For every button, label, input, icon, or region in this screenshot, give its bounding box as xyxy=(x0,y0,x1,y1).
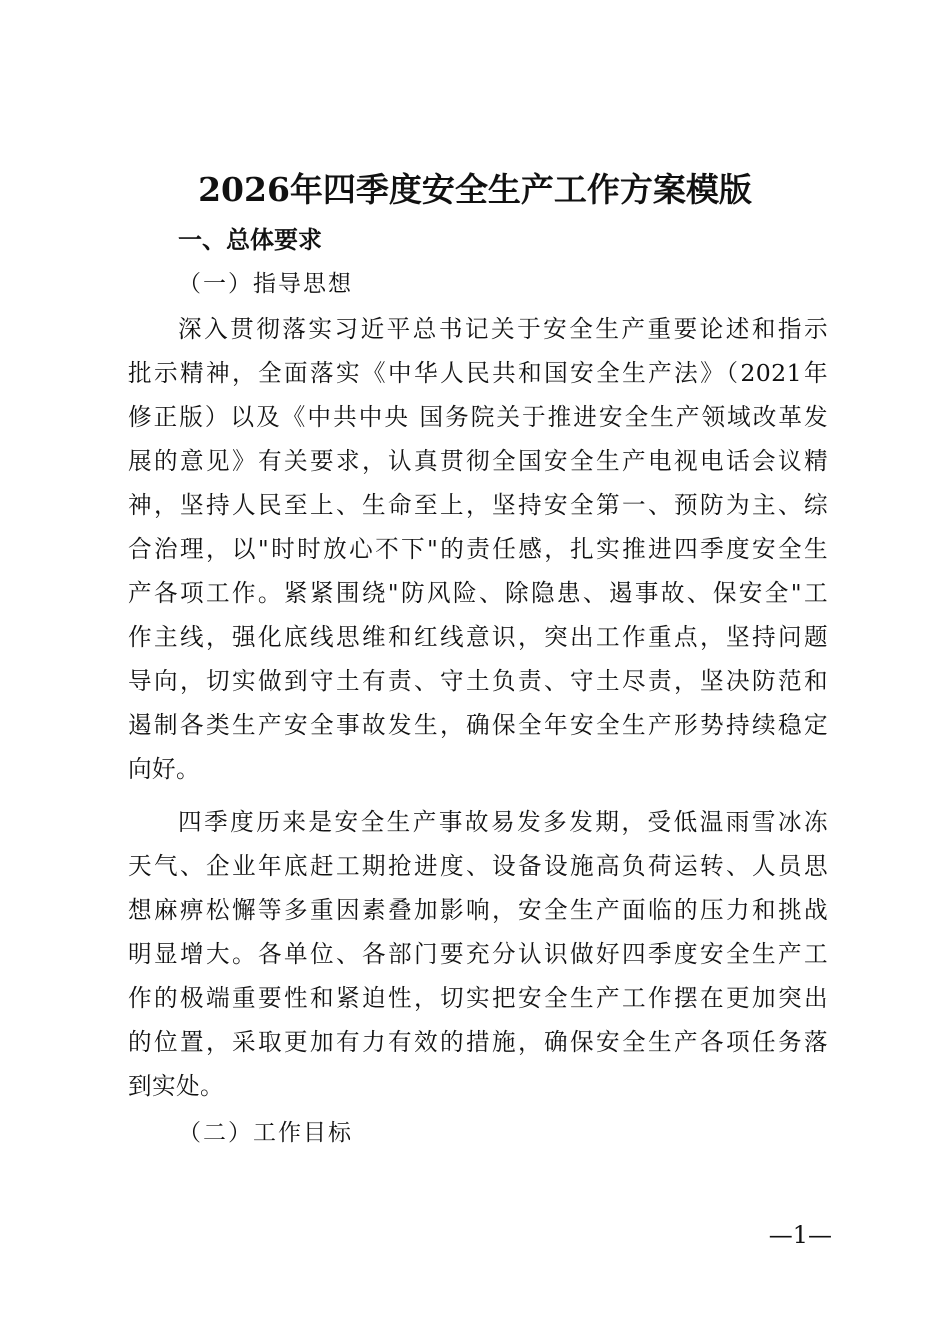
text-line: 天气、企业年底赶工期抢进度、设备设施高负荷运转、人员思 xyxy=(128,852,828,880)
subsection-heading-work-goals: （二）工作目标 xyxy=(178,1120,353,1146)
text-line: 批示精神，全面落实《中华人民共和国安全生产法》（2021年 xyxy=(128,359,828,387)
text-line: 明显增大。各单位、各部门要充分认识做好四季度安全生产工 xyxy=(128,940,828,968)
document-title: 2026年四季度安全生产工作方案模版 xyxy=(198,170,752,209)
text-line: 修正版）以及《中共中央 国务院关于推进安全生产领域改革发 xyxy=(128,403,828,431)
text-line: 展的意见》有关要求，认真贯彻全国安全生产电视电话会议精 xyxy=(128,447,828,475)
text-line: 想麻痹松懈等多重因素叠加影响，安全生产面临的压力和挑战 xyxy=(128,896,828,924)
paragraph-fourth-quarter-situation xyxy=(128,800,828,1108)
section-heading: 一、总体要求 xyxy=(178,226,322,254)
text-line: 向好。 xyxy=(128,755,200,783)
text-line: 作主线，强化底线思维和红线意识，突出工作重点，坚持问题 xyxy=(128,623,828,651)
text-line: 深入贯彻落实习近平总书记关于安全生产重要论述和指示 xyxy=(178,315,828,343)
text-line: 合治理，以"时时放心不下"的责任感，扎实推进四季度安全生 xyxy=(128,535,828,563)
text-line: 遏制各类生产安全事故发生，确保全年安全生产形势持续稳定 xyxy=(128,711,828,739)
text-line: 导向，切实做到守土有责、守土负责、守土尽责，坚决防范和 xyxy=(128,667,828,695)
text-line: 作的极端重要性和紧迫性，切实把安全生产工作摆在更加突出 xyxy=(128,984,828,1012)
text-line: 产各项工作。紧紧围绕"防风险、除隐患、遏事故、保安全"工 xyxy=(128,579,828,607)
text-line: 到实处。 xyxy=(128,1072,224,1100)
paragraph-guiding-ideology xyxy=(128,307,828,791)
page-number: —1— xyxy=(768,1221,832,1249)
text-line: 的位置，采取更加有力有效的措施，确保安全生产各项任务落 xyxy=(128,1028,828,1056)
text-line: 神，坚持人民至上、生命至上，坚持安全第一、预防为主、综 xyxy=(128,491,828,519)
text-line: 四季度历来是安全生产事故易发多发期，受低温雨雪冰冻 xyxy=(178,808,828,836)
subsection-heading-guiding-ideology: （一）指导思想 xyxy=(178,271,353,297)
